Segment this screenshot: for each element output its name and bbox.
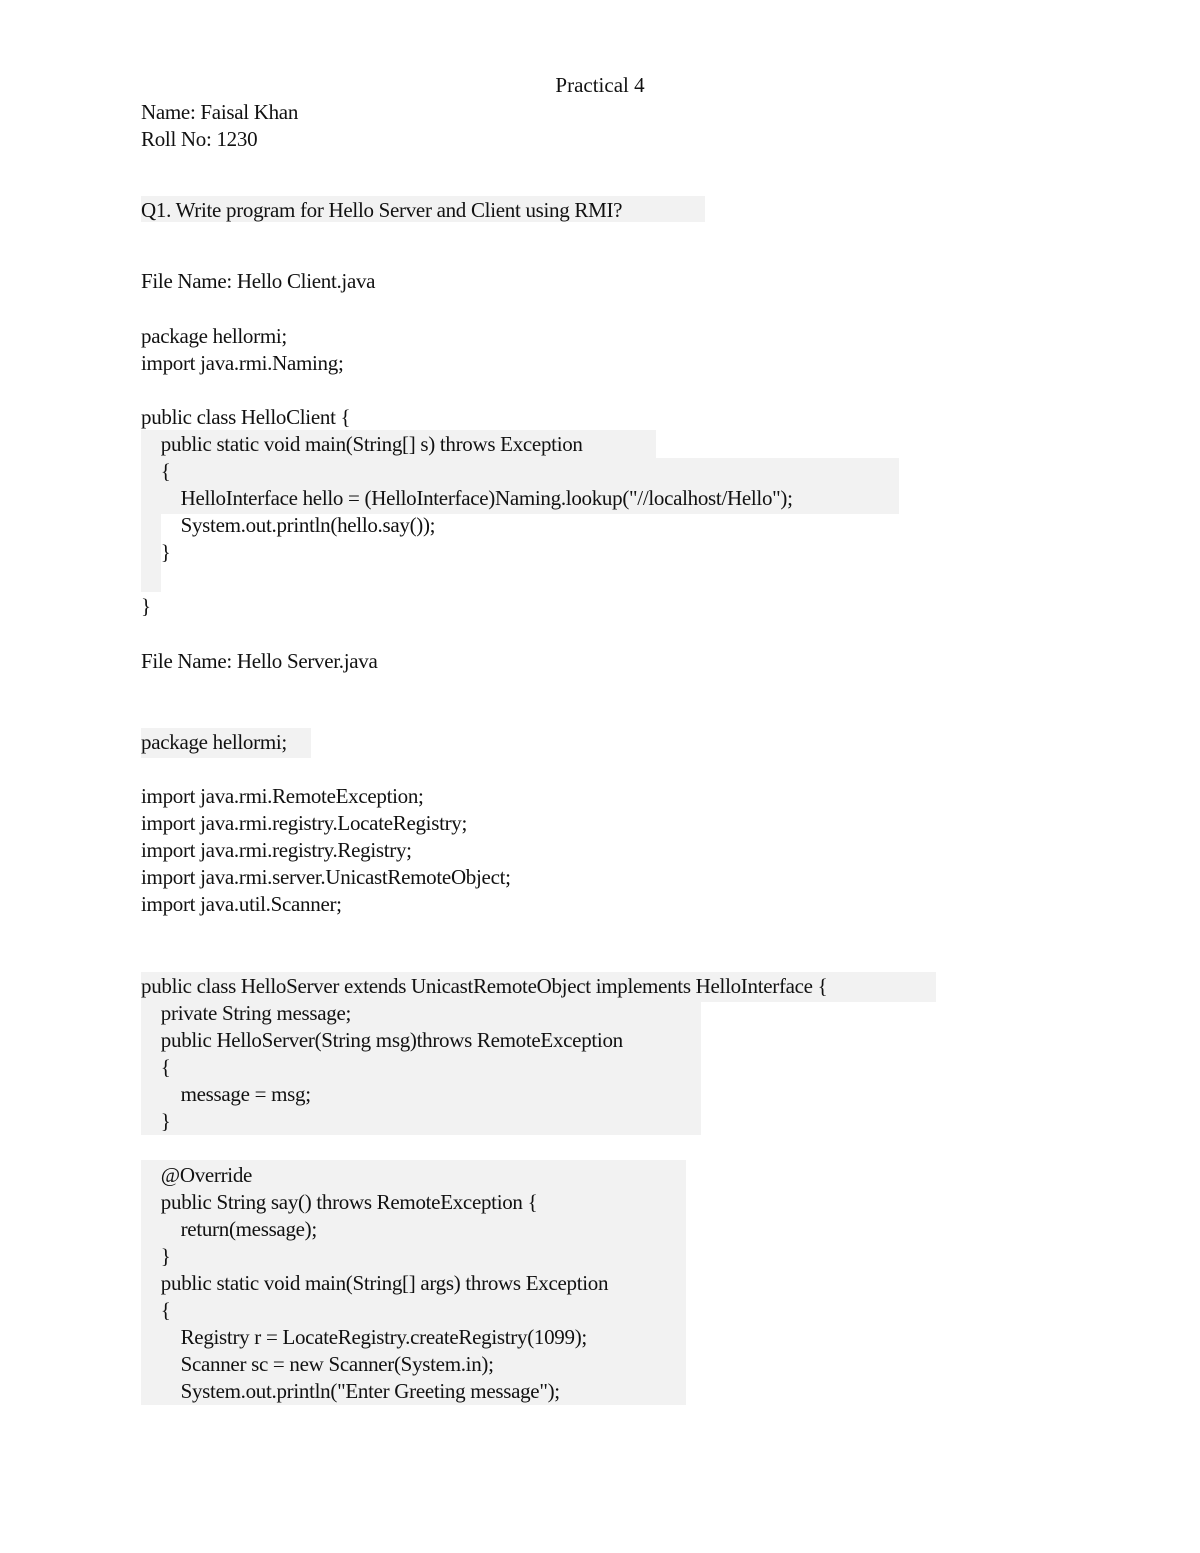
code-line: } [141,594,151,618]
code-line: Registry r = LocateRegistry.createRegistry(1099); [141,1325,587,1349]
code-line: { [141,1298,171,1322]
code-line: public class HelloServer extends UnicastRemoteObject implements HelloInterface { [141,974,828,998]
code-line: import java.rmi.registry.LocateRegistry; [141,811,468,835]
code-line: private String message; [141,1001,352,1025]
code-line: public String say() throws RemoteException { [141,1190,538,1214]
code-line: } [141,1109,171,1133]
code-line: package hellormi; [141,324,287,348]
code-line: HelloInterface hello = (HelloInterface)Naming.lookup("//localhost/Hello"); [141,486,793,510]
server-file-label: File Name: Hello Server.java [141,649,378,673]
code-line: } [141,540,171,564]
code-line: import java.rmi.registry.Registry; [141,838,412,862]
question-text: Q1. Write program for Hello Server and Client using RMI? [141,198,623,222]
code-line: package hellormi; [141,730,287,754]
document-title: Practical 4 [555,73,645,97]
code-line: return(message); [141,1217,317,1241]
code-line: { [141,1055,171,1079]
code-line: { [141,459,171,483]
code-line: Scanner sc = new Scanner(System.in); [141,1352,494,1376]
code-line: public class HelloClient { [141,405,351,429]
code-line: System.out.println("Enter Greeting message"); [141,1379,560,1403]
code-line: import java.rmi.RemoteException; [141,784,424,808]
code-line: public static void main(String[] s) throws Exception [141,432,583,456]
code-line: import java.rmi.server.UnicastRemoteObject; [141,865,511,889]
code-line: import java.rmi.Naming; [141,351,344,375]
code-line: System.out.println(hello.say()); [141,513,436,537]
code-line: @Override [141,1163,253,1187]
student-name: Name: Faisal Khan [141,100,299,124]
client-file-label: File Name: Hello Client.java [141,269,376,293]
code-line: import java.util.Scanner; [141,892,342,916]
roll-number: Roll No: 1230 [141,127,258,151]
code-line: public static void main(String[] args) throws Exception [141,1271,609,1295]
code-line: } [141,1244,171,1268]
code-line: public HelloServer(String msg)throws RemoteException [141,1028,623,1052]
code-line: message = msg; [141,1082,311,1106]
